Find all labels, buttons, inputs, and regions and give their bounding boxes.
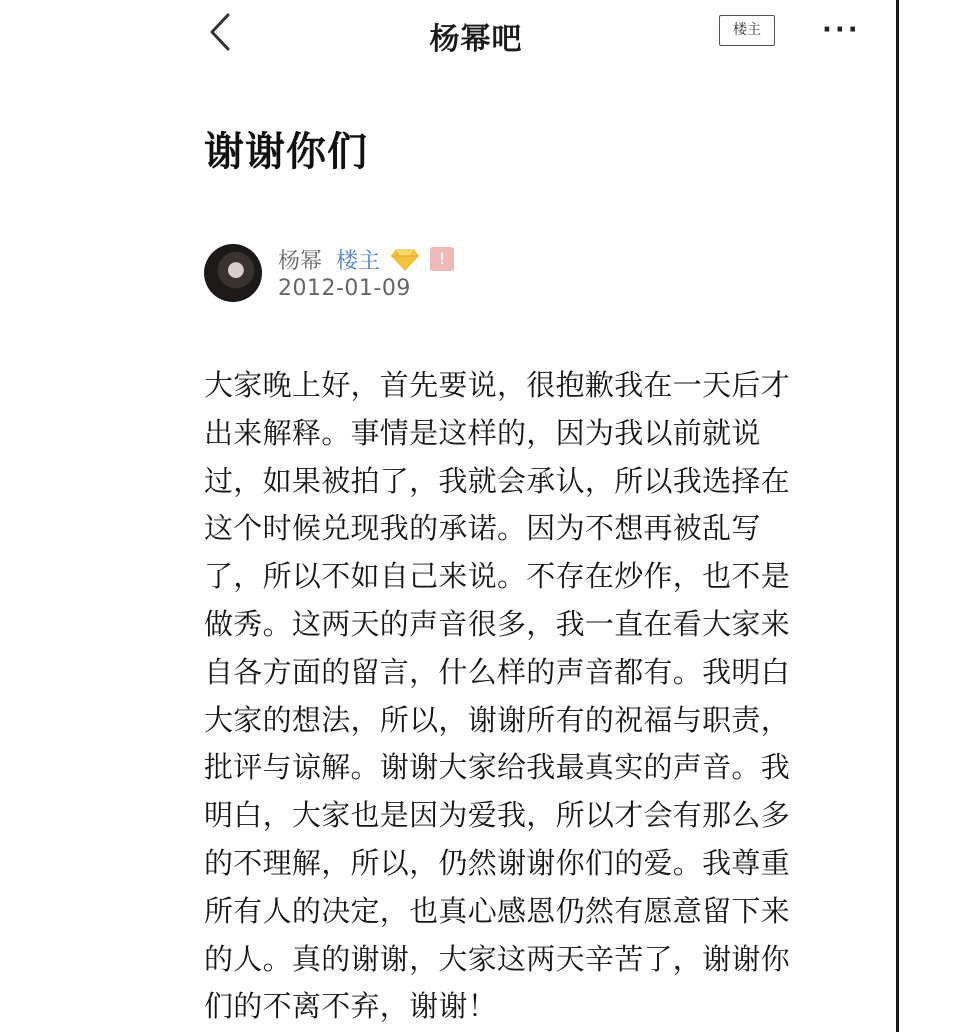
post-body-line: 做秀。这两天的声音很多，我一直在看大家来 xyxy=(204,606,791,641)
author-info xyxy=(278,244,454,274)
post-body-line: 大家晚上好，首先要说，很抱歉我在一天后才 xyxy=(204,368,791,402)
screen-edge-border xyxy=(896,0,899,1032)
back-button[interactable] xyxy=(200,10,240,54)
post-body-line: 过，如果被拍了，我就会承认，所以我选择在 xyxy=(204,463,791,498)
owner-only-button[interactable]: 楼主 xyxy=(719,15,775,46)
forum-title[interactable]: 杨幂吧 xyxy=(429,22,523,57)
post-body xyxy=(204,362,844,1031)
post-body-line: 出来解释。事情是这样的，因为我以前就说 xyxy=(204,415,761,450)
post-body-line: 批评与谅解。谢谢大家给我最真实的声音。我 xyxy=(204,750,791,785)
level-badge[interactable]: ! xyxy=(430,247,454,271)
post-body-line: 的不理解，所以，仍然谢谢你们的爱。我尊重 xyxy=(204,845,791,880)
post-body-line: 所有人的决定，也真心感恩仍然有愿意留下来 xyxy=(204,893,791,928)
author-name[interactable]: 杨幂 xyxy=(278,248,323,274)
diamond-icon[interactable] xyxy=(390,246,420,272)
author-role-label: 楼主 xyxy=(336,248,381,274)
post-body-line: 这个时候兑现我的承诺。因为不想再被乱写 xyxy=(204,511,761,546)
top-navigation-bar xyxy=(0,0,896,72)
post-body-line: 自各方面的留言，什么样的声音都有。我明白 xyxy=(204,654,791,689)
post-body-line: 们的不离不弃，谢谢！ xyxy=(204,989,498,1024)
chevron-left-icon xyxy=(200,10,240,54)
post-title: 谢谢你们 xyxy=(204,129,368,175)
more-dots-icon: ··· xyxy=(822,15,861,45)
post-body-line: 了，所以不如自己来说。不存在炒作，也不是 xyxy=(204,559,791,594)
author-avatar[interactable] xyxy=(204,244,262,302)
post-date: 2012-01-09 xyxy=(278,276,411,301)
more-options-button[interactable] xyxy=(822,10,868,50)
post-body-line: 明白，大家也是因为爱我，所以才会有那么多 xyxy=(204,798,791,833)
post-body-line: 的人。真的谢谢，大家这两天辛苦了，谢谢你 xyxy=(204,941,791,976)
post-body-line: 大家的想法，所以，谢谢所有的祝福与职责， xyxy=(204,702,791,737)
